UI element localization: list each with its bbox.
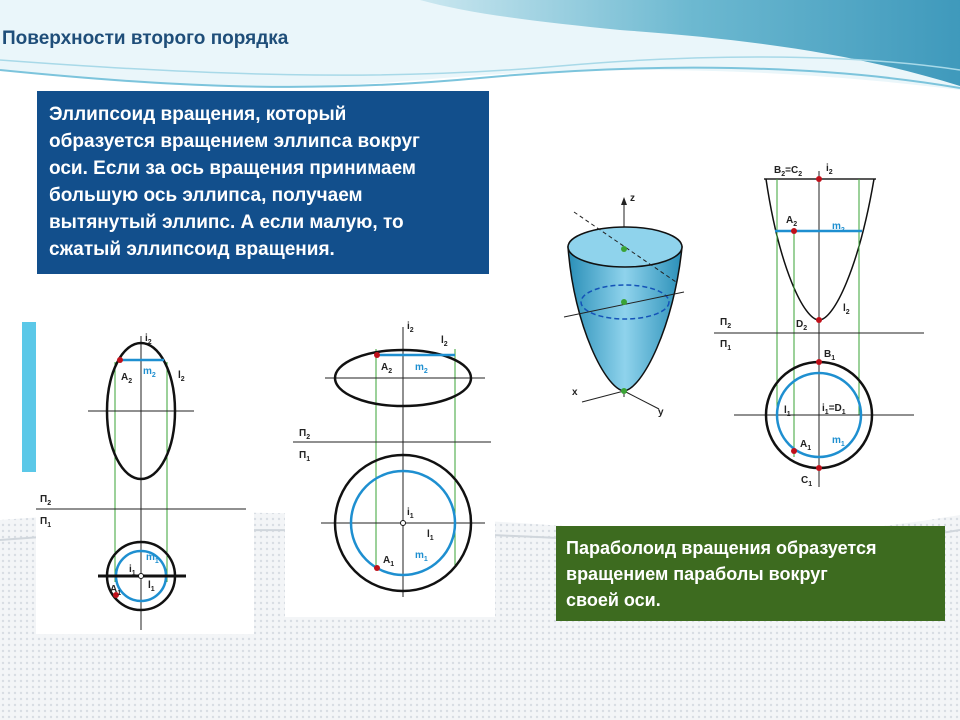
label-pi1: $П_1$ <box>299 450 311 463</box>
label-l1: $l_1$ <box>427 529 434 542</box>
label-l1: $l_1$ <box>148 580 155 593</box>
paraboloid-text-line: Параболоид вращения образуется <box>566 538 877 558</box>
paraboloid-text-line: своей оси. <box>566 590 661 610</box>
ellipsoid-text-line: сжатый эллипсоид вращения. <box>49 239 335 260</box>
label-z: z <box>630 193 635 204</box>
label-a2: $A_2$ <box>121 372 133 385</box>
label-pi1: $П_1$ <box>40 516 52 529</box>
label-pi1: $П_1$ <box>720 339 732 352</box>
paraboloid-description-box <box>556 526 945 621</box>
label-a2: $A_2$ <box>381 362 393 375</box>
label-m1: $m_1$ <box>832 435 845 448</box>
label-c1: $C_1$ <box>801 475 813 488</box>
label-i1: $i_1$ <box>129 564 136 577</box>
oblate-ellipsoid-diagram <box>285 307 495 617</box>
slide-title: Поверхности второго порядка <box>2 28 289 49</box>
label-i2: $i_2$ <box>145 333 152 346</box>
label-y: y <box>658 407 664 418</box>
label-pi2: $П_2$ <box>720 317 732 330</box>
ellipsoid-text-line: Эллипсоид вращения, который <box>49 104 347 125</box>
label-m1: $m_1$ <box>415 550 428 563</box>
label-pi2: $П_2$ <box>299 428 311 441</box>
label-x: x <box>572 387 578 398</box>
label-a1: $A_1$ <box>110 584 122 597</box>
label-a1: $A_1$ <box>800 439 812 452</box>
paraboloid-drawing <box>554 157 939 494</box>
label-d2: $D_2$ <box>796 319 808 332</box>
oblate-ellipsoid-drawing <box>285 307 495 617</box>
label-m1: $m_1$ <box>146 552 159 565</box>
paraboloid-diagram <box>554 157 939 494</box>
label-m2: $m_2$ <box>143 366 156 379</box>
label-i2: $i_2$ <box>826 163 833 176</box>
label-l1: $l_1$ <box>784 405 791 418</box>
ellipsoid-text-line: образуется вращением эллипса вокруг <box>49 131 420 152</box>
prolate-ellipsoid-diagram <box>36 322 254 634</box>
prolate-ellipsoid-drawing <box>36 322 254 634</box>
label-a2: $A_2$ <box>786 215 798 228</box>
ellipsoid-text-line: большую ось эллипса, получаем <box>49 185 363 206</box>
label-i1: $i_1$ <box>407 507 414 520</box>
label-pi2: $П_2$ <box>40 494 52 507</box>
label-b1: $B_1$ <box>824 349 836 362</box>
label-l2: $l_2$ <box>178 370 185 383</box>
label-m2: $m_2$ <box>832 221 845 234</box>
ellipsoid-description-box <box>37 91 489 274</box>
ellipsoid-text-line: оси. Если за ось вращения принимаем <box>49 158 416 179</box>
label-i2: $i_2$ <box>407 321 414 334</box>
label-m2: $m_2$ <box>415 362 428 375</box>
label-i1d1: $i_1=D_1$ <box>822 403 846 416</box>
ellipsoid-text-line: вытянутый эллипс. А если малую, то <box>49 212 404 233</box>
label-l2: $l_2$ <box>843 303 850 316</box>
label-a1: $A_1$ <box>383 555 395 568</box>
paraboloid-text-line: вращением параболы вокруг <box>566 564 828 584</box>
label-b2c2: $B_2=C_2$ <box>774 165 803 178</box>
label-l2: $l_2$ <box>441 335 448 348</box>
